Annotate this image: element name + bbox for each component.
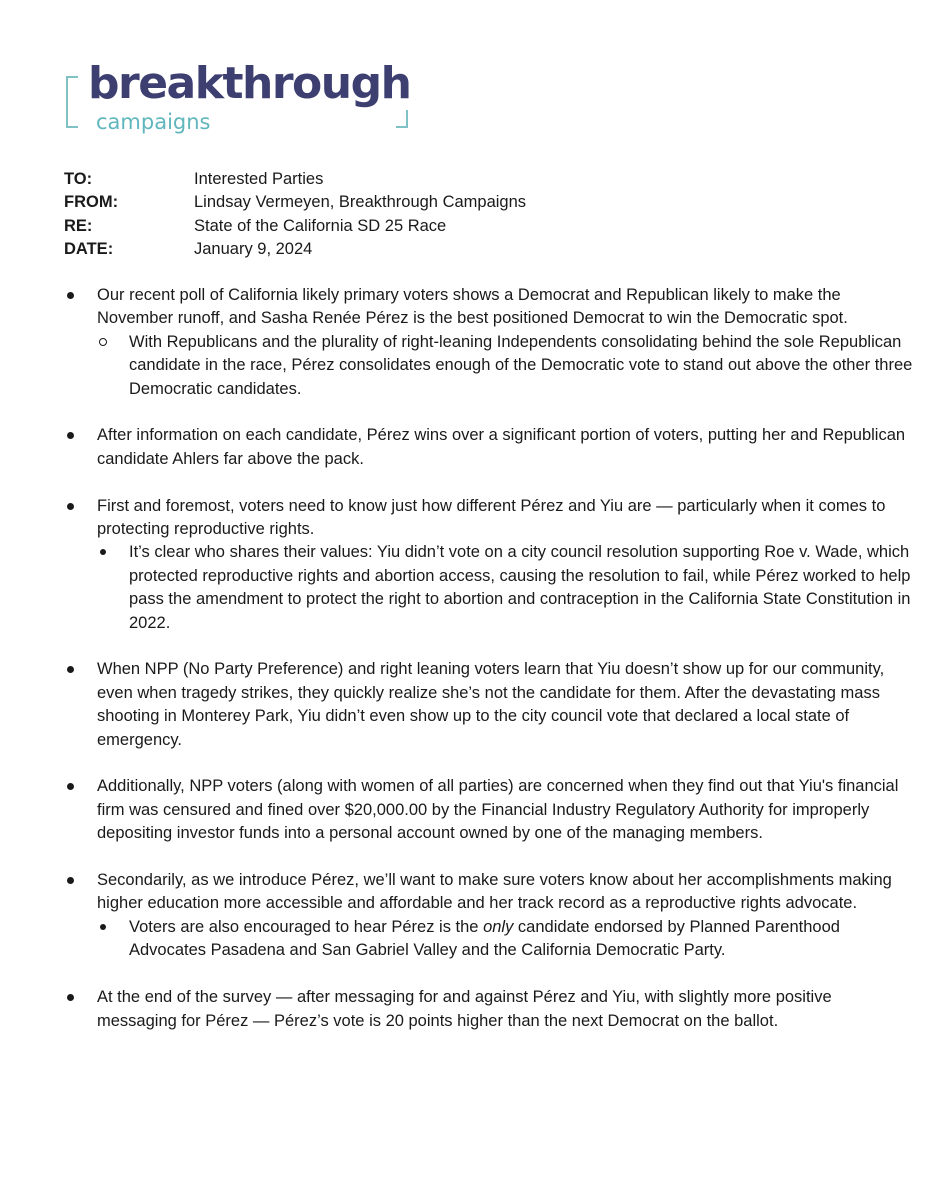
memo-from-row (64, 191, 526, 214)
bullet-item (64, 869, 914, 963)
memo-date-value: January 9, 2024 (194, 240, 313, 259)
logo-wordmark: breakthrough (84, 58, 414, 110)
hollow-circle-icon (99, 338, 107, 346)
bullet-dot-icon (67, 877, 74, 884)
memo-to-row (64, 168, 526, 191)
bullet-dot-icon (67, 666, 74, 673)
sub-bullet-item (97, 331, 914, 401)
bullet-item (64, 658, 914, 752)
bullet-text: Secondarily, as we introduce Pérez, we’ll want to make sure voters know about her accomplishments making higher education more accessible and affordable and her track record as a reproductive rights advocate. (97, 871, 892, 913)
bullet-item (64, 775, 914, 845)
sub-bullet-text: It’s clear who shares their values: Yiu didn’t vote on a city council resolution supporting Roe v. Wade, which protected reproductive rights and abortion access, causing the resolution to fail, while Pérez worked to help pass the amendment to protect the right to abortion and contraception in the California State Constitution in 2022. (129, 543, 911, 632)
memo-date-label: DATE: (64, 240, 114, 259)
sub-bullet-item (97, 916, 914, 963)
memo-from-label: FROM: (64, 193, 119, 212)
bullet-dot-icon (100, 924, 106, 930)
logo-bracket-left (66, 76, 78, 128)
bullet-text: Additionally, NPP voters (along with women of all parties) are concerned when they find out that Yiu's financial firm was censured and fined over $20,000.00 by the Financial Industry Regulatory Authority for improperly depositing investor funds into a personal account owned by one of the managing members. (97, 777, 899, 843)
sub-bullet-item (97, 541, 914, 635)
bullet-item (64, 284, 914, 401)
memo-bullet-list (64, 284, 914, 1056)
bullet-item (64, 495, 914, 635)
memo-header (64, 168, 526, 262)
bullet-text: When NPP (No Party Preference) and right leaning voters learn that Yiu doesn’t show up for our community, even when tragedy strikes, they quickly realize she’s not the candidate for them. After the devastating mass shooting in Monterey Park, Yiu didn’t even show up to the city council vote that declared a local state of emergency. (97, 660, 885, 749)
bullet-text: At the end of the survey — after messaging for and against Pérez and Yiu, with slightly more positive messaging for Pérez — Pérez’s vote is 20 points higher than the next Democrat on the ballot. (97, 988, 832, 1030)
bullet-text: Our recent poll of California likely primary voters shows a Democrat and Republican likely to make the November runoff, and Sasha Renée Pérez is the best positioned Democrat to win the Democratic spot. (97, 286, 848, 328)
sub-bullet-text-before: Voters are also encouraged to hear Pérez is the (129, 917, 484, 936)
bullet-dot-icon (67, 503, 74, 510)
bullet-item (64, 424, 914, 471)
bullet-dot-icon (67, 783, 74, 790)
bullet-text: First and foremost, voters need to know just how different Pérez and Yiu are — particularly when it comes to protecting reproductive rights. (97, 496, 886, 539)
bullet-dot-icon (100, 549, 106, 555)
bullet-item (64, 986, 914, 1033)
sub-bullet-text-after: candidate endorsed by Planned Parenthood Advocates Pasadena and San Gabriel Valley and the California Democratic Party. (129, 917, 840, 960)
memo-re-label: RE: (64, 216, 93, 235)
breakthrough-campaigns-logo (66, 58, 411, 134)
memo-re-row (64, 215, 526, 238)
logo-subtitle: campaigns (92, 110, 215, 134)
memo-from-value: Lindsay Vermeyen, Breakthrough Campaigns (194, 193, 527, 212)
sub-bullet-text (129, 916, 914, 963)
bullet-dot-icon (67, 292, 74, 299)
bullet-dot-icon (67, 432, 74, 439)
emphasis-only: only (483, 917, 514, 936)
memo-to-value: Interested Parties (194, 170, 324, 188)
memo-to-label: TO: (64, 170, 93, 188)
sub-bullet-text: With Republicans and the plurality of right-leaning Independents consolidating behind the sole Republican candidate in the race, Pérez consolidates enough of the Democratic vote to stand out above the other three Democratic candidates. (129, 332, 913, 398)
memo-re-value: State of the California SD 25 Race (194, 216, 447, 235)
memo-date-row (64, 238, 526, 261)
bullet-text: After information on each candidate, Pérez wins over a significant portion of voters, putting her and Republican candidate Ahlers far above the pack. (97, 426, 906, 468)
bullet-dot-icon (67, 994, 74, 1001)
